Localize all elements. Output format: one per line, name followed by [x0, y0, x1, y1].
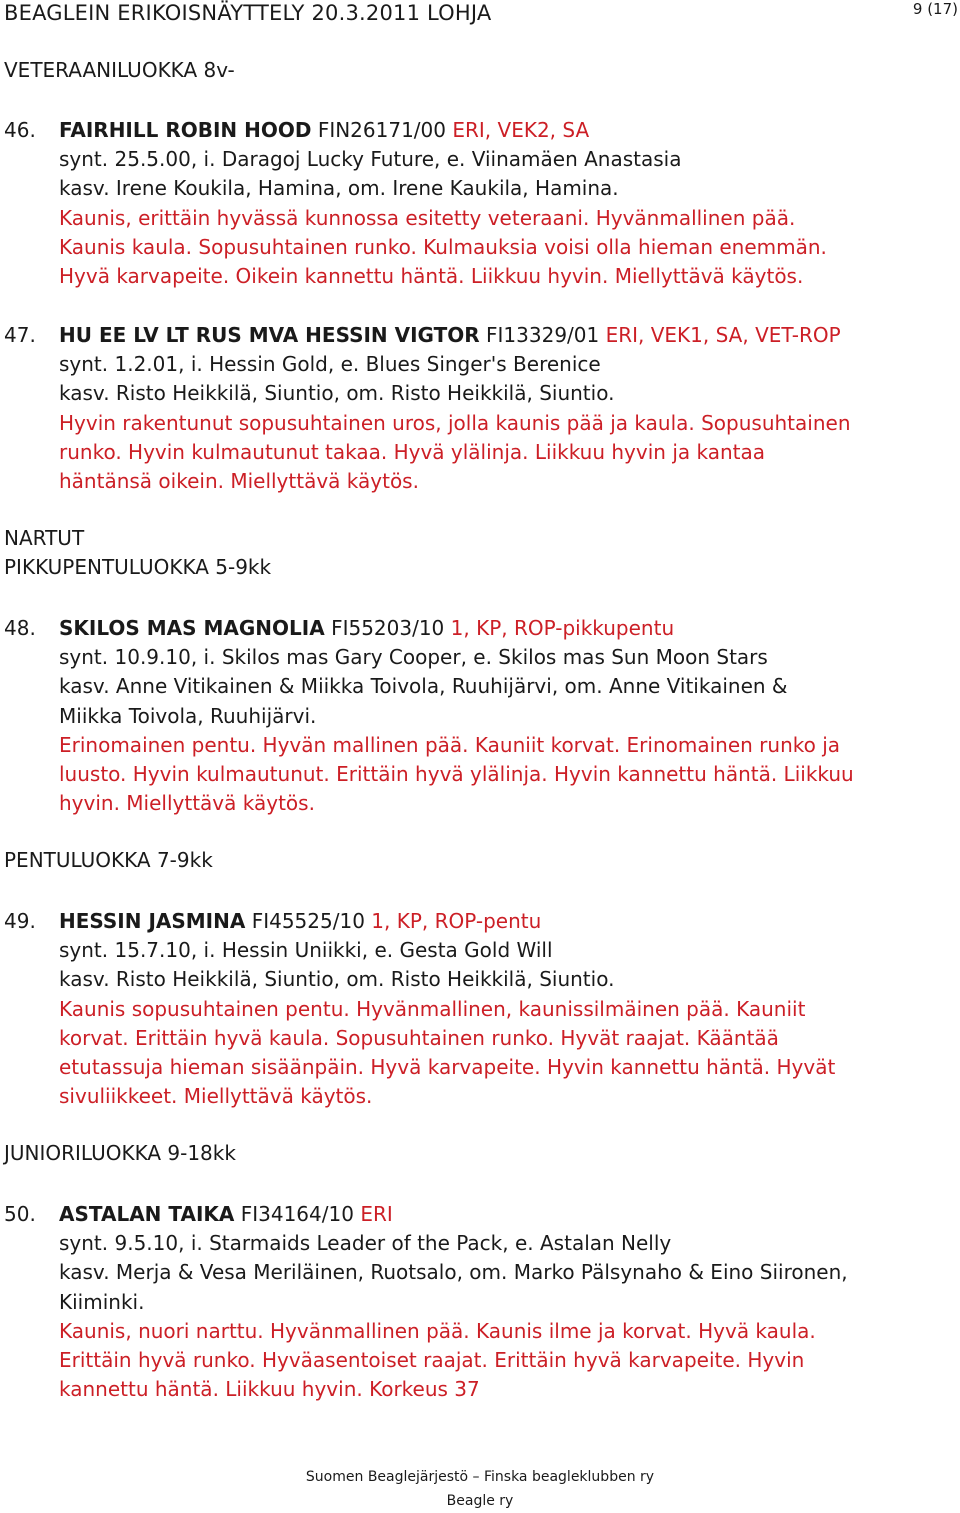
breeder-owner-line: kasv. Risto Heikkilä, Siuntio, om. Risto Heikkilä, Siuntio. [59, 381, 615, 406]
entry-number: 47. [4, 323, 36, 347]
show-result: 1, KP, ROP-pentu [371, 909, 542, 933]
entry-heading [59, 907, 958, 936]
critique-line: runko. Hyvin kulmautunut takaa. Hyvä ylälinja. Liikkuu hyvin ja kantaa [59, 439, 766, 464]
show-result: 1, KP, ROP-pikkupentu [450, 616, 675, 640]
entry-number: 46. [4, 118, 36, 142]
pedigree-line: synt. 25.5.00, i. Daragoj Lucky Future, e. Viinamäen Anastasia [59, 147, 682, 172]
critique-line: Kaunis, nuori narttu. Hyvänmallinen pää. Kaunis ilme ja korvat. Hyvä kaula. [59, 1318, 816, 1343]
registration-number: FI55203/10 [331, 616, 445, 640]
critique-line: luusto. Hyvin kulmautunut. Erittäin hyvä ylälinja. Hyvin kannettu häntä. Liikkuu [59, 762, 854, 787]
registration-number: FI45525/10 [251, 909, 365, 933]
show-result: ERI [360, 1202, 393, 1226]
pedigree-line: synt. 1.2.01, i. Hessin Gold, e. Blues Singer's Berenice [59, 352, 601, 377]
critique-line: Hyvin rakentunut sopusuhtainen uros, jolla kaunis pää ja kaula. Sopusuhtainen [59, 410, 851, 435]
footer-organization: Suomen Beaglejärjestö – Finska beagleklubben ry [305, 1469, 655, 1485]
critique-line: Kaunis kaula. Sopusuhtainen runko. Kulmauksia voisi olla hieman enemmän. [59, 234, 827, 259]
show-result: ERI, VEK1, SA, VET-ROP [605, 323, 841, 347]
dog-name: FAIRHILL ROBIN HOOD [59, 118, 312, 142]
entry-48 [0, 614, 960, 818]
dog-name: ASTALAN TAIKA [59, 1202, 235, 1226]
breeder-owner-line: kasv. Merja & Vesa Meriläinen, Ruotsalo, om. Marko Pälsynaho & Eino Siironen, [59, 1260, 848, 1285]
critique-line: Erittäin hyvä runko. Hyväasentoiset raajat. Erittäin hyvä karvapeite. Hyvin [59, 1348, 805, 1373]
class-heading-small-puppy: PIKKUPENTULUOKKA 5-9kk [4, 555, 272, 579]
entry-49 [0, 907, 960, 1111]
entry-number: 49. [4, 909, 36, 933]
entry-heading [59, 614, 958, 643]
breeder-owner-line: Kiiminki. [59, 1289, 145, 1314]
show-result: ERI, VEK2, SA [452, 118, 590, 142]
entry-number: 48. [4, 616, 36, 640]
critique-line: Hyvä karvapeite. Oikein kannettu häntä. Liikkuu hyvin. Miellyttävä käytös. [59, 264, 804, 289]
entry-50 [0, 1200, 960, 1404]
critique-line: etutassuja hieman sisäänpäin. Hyvä karvapeite. Hyvin kannettu häntä. Hyvät [59, 1055, 836, 1080]
dog-name: SKILOS MAS MAGNOLIA [59, 616, 325, 640]
entry-47 [0, 321, 960, 496]
critique-line: Kaunis sopusuhtainen pentu. Hyvänmallinen, kaunissilmäinen pää. Kauniit [59, 996, 806, 1021]
class-heading-junior: JUNIORILUOKKA 9-18kk [4, 1141, 236, 1165]
class-heading-puppy: PENTULUOKKA 7-9kk [4, 848, 213, 872]
dog-name: HESSIN JASMINA [59, 909, 246, 933]
pedigree-line: synt. 9.5.10, i. Starmaids Leader of the Pack, e. Astalan Nelly [59, 1231, 672, 1256]
section-heading-females: NARTUT [4, 526, 85, 550]
critique-line: korvat. Erittäin hyvä kaula. Sopusuhtainen runko. Hyvät raajat. Kääntää [59, 1025, 779, 1050]
footer-organization-short: Beagle ry [446, 1493, 514, 1509]
breeder-owner-line: Miikka Toivola, Ruuhijärvi. [59, 703, 317, 728]
registration-number: FIN26171/00 [317, 118, 446, 142]
entry-heading [59, 321, 958, 350]
critique-line: hyvin. Miellyttävä käytös. [59, 791, 315, 816]
breeder-owner-line: kasv. Irene Koukila, Hamina, om. Irene Kaukila, Hamina. [59, 176, 619, 201]
entry-heading [59, 116, 958, 145]
critique-line: häntänsä oikein. Miellyttävä käytös. [59, 469, 419, 494]
page-footer [0, 1465, 960, 1513]
critique-line: Kaunis, erittäin hyvässä kunnossa esitetty veteraani. Hyvänmallinen pää. [59, 205, 796, 230]
dog-name: HU EE LV LT RUS MVA HESSIN VIGTOR [59, 323, 480, 347]
critique-line: sivuliikkeet. Miellyttävä käytös. [59, 1084, 373, 1109]
pedigree-line: synt. 15.7.10, i. Hessin Uniikki, e. Gesta Gold Will [59, 938, 553, 963]
critique-line: Erinomainen pentu. Hyvän mallinen pää. Kauniit korvat. Erinomainen runko ja [59, 732, 841, 757]
entry-46 [0, 116, 960, 291]
pedigree-line: synt. 10.9.10, i. Skilos mas Gary Cooper, e. Skilos mas Sun Moon Stars [59, 645, 768, 670]
document-title: BEAGLEIN ERIKOISNÄYTTELY 20.3.2011 LOHJA [4, 1, 492, 25]
breeder-owner-line: kasv. Anne Vitikainen & Miikka Toivola, Ruuhijärvi, om. Anne Vitikainen & [59, 674, 788, 699]
breeder-owner-line: kasv. Risto Heikkilä, Siuntio, om. Risto Heikkilä, Siuntio. [59, 967, 615, 992]
critique-line: kannettu häntä. Liikkuu hyvin. Korkeus 37 [59, 1377, 480, 1402]
entry-number: 50. [4, 1202, 36, 1226]
registration-number: FI13329/01 [486, 323, 600, 347]
class-heading-veteran: VETERAANILUOKKA 8v- [4, 58, 235, 82]
entry-heading [59, 1200, 958, 1229]
page-number: 9 (17) [912, 0, 958, 18]
registration-number: FI34164/10 [240, 1202, 354, 1226]
